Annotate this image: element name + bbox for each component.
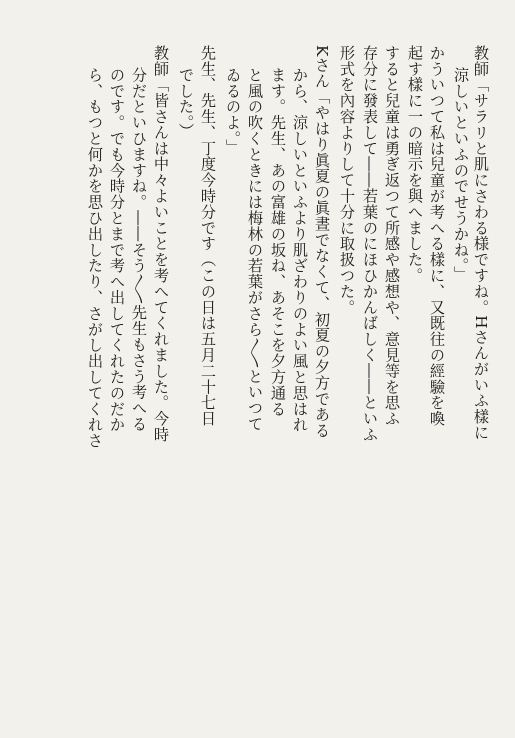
text-column: Kさん「やはり眞夏の眞晝でなくて、初夏の夕方である	[313, 45, 331, 439]
text-column: 教師「皆さんは中々よいことを考へてくれました。今時	[152, 45, 170, 443]
text-column: のです。でも今時分とまで考へ出してくれたのだか	[108, 67, 126, 433]
text-column: と風の吹くときには梅林の若葉がさら〳〵といつて	[246, 67, 264, 432]
text-column: ら、もつと何かを思ひ出したり、さがし出してくれさ	[86, 67, 104, 449]
text-column: 分だといひますね。――そう〳〵先生もさう考へる	[130, 67, 148, 432]
text-column: 先生、先生、丁度今時分です（この日は五月二十七日	[199, 45, 217, 427]
text-column: ゐるのよ。」	[224, 67, 242, 155]
text-column: すると兒童は勇ぎ返つて所感や感想や、意見等を思ふ	[383, 45, 401, 427]
text-column: 教師「サラリと肌にさわる様ですね。Hさんがいふ樣に	[472, 45, 490, 441]
text-column: 形式を內容よりして十分に取扱つた。	[338, 45, 356, 316]
text-column: 涼しいといふのでせうかね。」	[452, 67, 470, 282]
text-column: ます。先生、あの富雄の坂ね、あそこを夕方通る	[269, 67, 287, 417]
text-column: 起す樣に一の暗示を與へました。	[406, 45, 424, 284]
text-column: から、涼しいといふより肌ざわりのよい風と思はれ	[291, 67, 309, 433]
text-column: でした。）	[177, 67, 195, 139]
text-column: 存分に發表して――若葉のにほひかんばしく――といふ	[361, 45, 379, 443]
text-column: かういつて私は兒童が考へる樣に、又既往の經驗を喚	[428, 45, 446, 427]
